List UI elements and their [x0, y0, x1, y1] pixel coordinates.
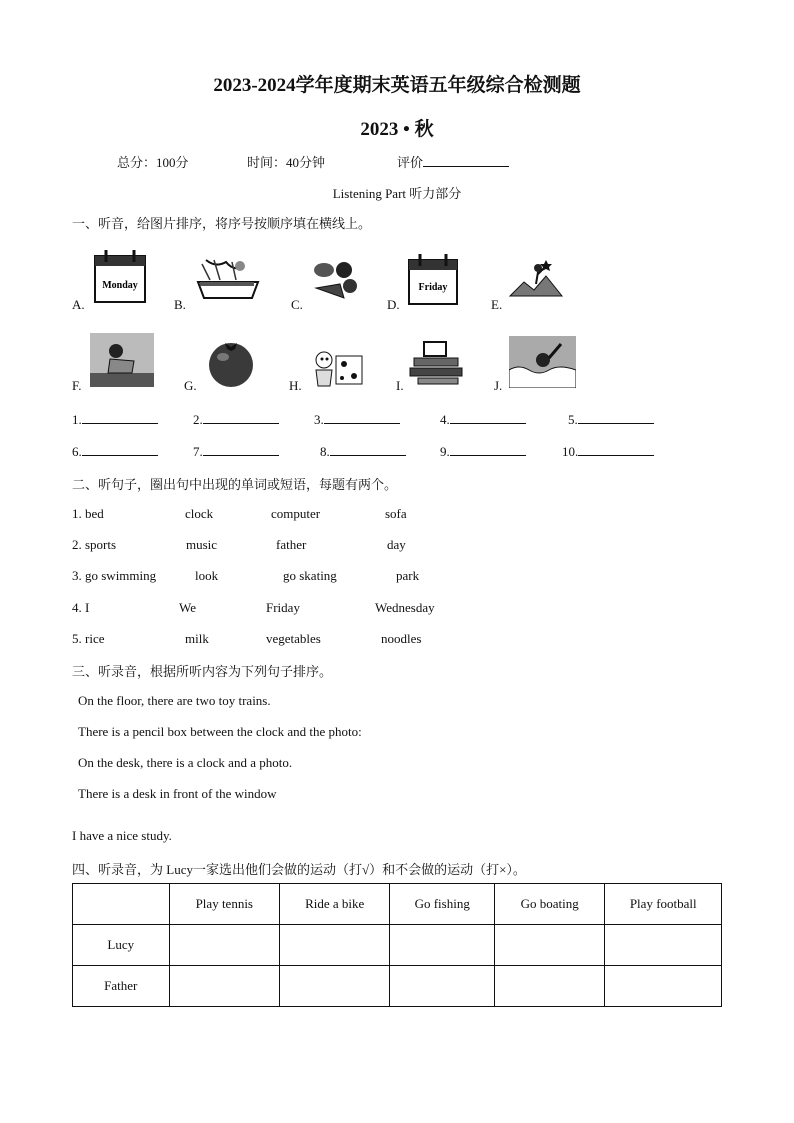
calendar-friday-picture	[406, 252, 460, 308]
word-option[interactable]: clock	[185, 506, 214, 521]
total-score: 总分：100分	[117, 155, 189, 170]
answer-10[interactable]: 10.	[562, 443, 654, 460]
word-option[interactable]: 1. bed	[72, 506, 104, 521]
answer-7[interactable]: 7.	[193, 443, 279, 460]
header-cell: Go boating	[494, 884, 605, 925]
word-option[interactable]: park	[396, 568, 420, 583]
calendar-monday-picture	[92, 248, 148, 306]
rating-label: 评价	[397, 155, 424, 170]
header-cell: Go fishing	[390, 884, 495, 925]
word-option[interactable]: go skating	[283, 568, 337, 583]
picture-letter-j: J.	[494, 378, 503, 393]
computer-desk-picture	[408, 340, 464, 388]
section2-heading: 二、听句子，圈出句中出现的单词或短语，每题有两个。	[72, 477, 398, 492]
hiking-picture	[508, 256, 564, 302]
listening-part-label: Listening Part 听力部分	[332, 186, 462, 201]
word-option[interactable]: sofa	[385, 506, 407, 521]
word-option[interactable]: Wednesday	[375, 600, 435, 615]
picture-letter-d: D.	[387, 297, 400, 312]
picture-letter-e: E.	[491, 297, 503, 312]
sentence-item: On the floor, there are two toy trains.	[78, 693, 271, 708]
bathtub-picture	[192, 254, 264, 304]
answer-2[interactable]: 2.	[193, 411, 279, 428]
header-cell-empty	[73, 884, 170, 925]
table-header-row	[73, 884, 722, 925]
word-option[interactable]: look	[195, 568, 219, 583]
page-title: 2023-2024学年度期末英语五年级综合检测题	[213, 75, 581, 96]
answer-8[interactable]: 8.	[320, 443, 406, 460]
picture-letter-i: I.	[396, 378, 404, 393]
picture-letter-g: G.	[184, 378, 197, 393]
answer-1[interactable]: 1.	[72, 411, 158, 428]
word-option[interactable]: milk	[185, 631, 209, 646]
header-cell: Play football	[605, 884, 722, 925]
row-label: Lucy	[73, 925, 170, 966]
answer-cell[interactable]	[169, 925, 279, 966]
sports-table	[72, 883, 722, 1007]
word-option[interactable]: 5. rice	[72, 631, 105, 646]
answer-3[interactable]: 3.	[314, 411, 400, 428]
rating-field	[397, 152, 509, 171]
word-option[interactable]: Friday	[266, 600, 300, 615]
word-option[interactable]: father	[276, 537, 307, 552]
row-label: Father	[73, 966, 170, 1007]
baby-with-box-picture	[310, 348, 364, 390]
word-option[interactable]: music	[186, 537, 218, 552]
word-option[interactable]: noodles	[381, 631, 422, 646]
word-option[interactable]: We	[179, 600, 196, 615]
answer-cell[interactable]	[280, 966, 390, 1007]
answer-9[interactable]: 9.	[440, 443, 526, 460]
answer-cell[interactable]	[605, 925, 722, 966]
header-cell: Ride a bike	[280, 884, 390, 925]
answer-cell[interactable]	[169, 966, 279, 1007]
header-cell: Play tennis	[169, 884, 279, 925]
sentence-item: On the desk, there is a clock and a photo.	[78, 755, 293, 770]
word-option[interactable]: 4. I	[72, 600, 90, 615]
word-option[interactable]: vegetables	[266, 631, 321, 646]
tomato-picture	[205, 337, 257, 387]
answer-4[interactable]: 4.	[440, 411, 526, 428]
rating-blank[interactable]	[423, 154, 509, 167]
picture-letter-h: H.	[289, 378, 302, 393]
section1-heading: 一、听音，给图片排序，将序号按顺序填在横线上。	[72, 216, 372, 231]
section4-heading: 四、听录音，为 Lucy一家选出他们会做的运动（打√）和不会做的运动（打×）。	[72, 862, 526, 877]
vegetables-picture	[310, 258, 360, 304]
answer-6[interactable]: 6.	[72, 443, 158, 460]
time-limit: 时间：40分钟	[247, 155, 326, 170]
girl-reading-picture	[90, 333, 154, 387]
word-option[interactable]: day	[387, 537, 406, 552]
table-row	[73, 925, 722, 966]
answer-cell[interactable]	[390, 925, 495, 966]
sentence-item: There is a pencil box between the clock and the photo:	[78, 724, 362, 739]
picture-letter-b: B.	[174, 297, 186, 312]
picture-letter-a: A.	[72, 297, 85, 312]
word-option[interactable]: 2. sports	[72, 537, 117, 552]
table-row	[73, 966, 722, 1007]
sentence-item: I have a nice study.	[72, 828, 172, 843]
answer-cell[interactable]	[605, 966, 722, 1007]
word-option[interactable]: 3. go swimming	[72, 568, 157, 583]
calendar-friday-text: Friday	[418, 282, 448, 293]
answer-5[interactable]: 5.	[568, 411, 654, 428]
answer-cell[interactable]	[494, 966, 605, 1007]
section3-heading: 三、听录音，根据所听内容为下列句子排序。	[72, 664, 333, 679]
picture-letter-c: C.	[291, 297, 303, 312]
page-subtitle: 2023 • 秋	[360, 119, 434, 140]
picture-letter-f: F.	[72, 378, 82, 393]
answer-cell[interactable]	[494, 925, 605, 966]
girl-swimming-picture	[509, 336, 576, 388]
word-option[interactable]: computer	[271, 506, 321, 521]
answer-cell[interactable]	[390, 966, 495, 1007]
answer-cell[interactable]	[280, 925, 390, 966]
calendar-monday-text: Monday	[102, 280, 138, 291]
sentence-item: There is a desk in front of the window	[78, 786, 277, 801]
